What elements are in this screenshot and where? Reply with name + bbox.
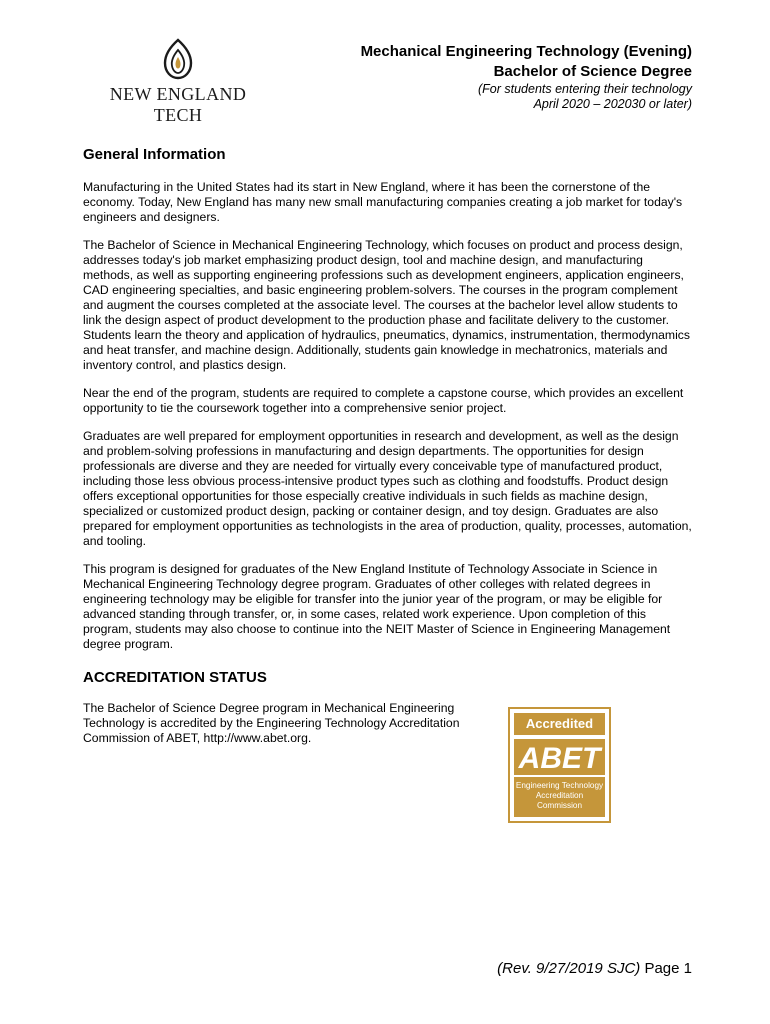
paragraph: Manufacturing in the United States had its start in New England, where it has been the cornerstone of the economy. Today, New England has many new small manufacturing companies creating a job market for today's engineers and designers. [83,180,683,224]
abet-logo [514,739,605,775]
accreditation-heading: ACCREDITATION STATUS [83,669,267,686]
entry-note-line2: April 2020 – 202030 or later) [533,97,692,111]
abet-wordmark: ABET [518,742,601,775]
neit-logo [88,38,268,125]
logo-text: NEW ENGLAND TECH [109,84,247,125]
badge-line: Engineering Technology [515,781,604,790]
degree-title: Bachelor of Science Degree [493,63,692,80]
paragraph: Graduates are well prepared for employment opportunities in research and development, as well as the design and problem-solving professions in manufacturing and design departments. The opportunities for design professionals are diverse and they are needed for virtually every conceivable type of manufactured product, including those less obvious process-intensive product types such as clothing and foodstuffs. Product design offers exceptional opportunities for those especially creative individuals in such fields as machine design, specialized or customized product design, packing or container design, and toy design. Graduates are also prepared for employment opportunities as technologists in the area of production, quality, processes, automation, and tooling. [83,429,692,548]
page-footer [497,960,692,977]
flame-shield-icon [162,38,194,80]
program-title: Mechanical Engineering Technology (Evening) [360,43,692,60]
page-number: Page 1 [644,960,692,977]
accreditation-text: The Bachelor of Science Degree program in Mechanical Engineering Technology is accredited by the Engineering Technology Accreditation Commission of ABET, http://www.abet.org. [83,701,460,745]
paragraph: The Bachelor of Science in Mechanical Engineering Technology, which focuses on product and process design, addresses today's job market emphasizing product design, tool and machine design, and manufacturing methods, as well as supporting engineering professions such as development engineers, application engineers, CAD engineering specialties, and basic engineering problem-solvers. The courses in the program complement and augment the courses completed at the associate level. The courses at the bachelor level allow students to link the design aspect of product development to the production phase and facilitate delivery to the customer. Students learn the theory and application of hydraulics, pneumatics, dynamics, instrumentation, thermodynamics and heat transfer, and machine design. Additionally, students gain knowledge in mechatronics, materials and inventory control, and plastics design. [83,238,690,372]
general-information-heading: General Information [83,146,226,163]
abet-badge [508,707,611,823]
badge-line: Accreditation [535,791,584,800]
paragraph: This program is designed for graduates of the New England Institute of Technology Associate in Science in Mechanical Engineering Technology degree program. Graduates of other colleges with related degrees in engineering technology may be eligible for transfer into the junior year of the program, or may be eligible for advanced standing through transfer, or, in some cases, related work experience. Upon completion of this program, students may also choose to continue into the NEIT Master of Science in Engineering Management degree program. [83,562,671,651]
badge-line: Commission [536,801,583,810]
content [83,145,693,746]
revision-note: (Rev. 9/27/2019 SJC) [497,960,641,977]
paragraph: Near the end of the program, students are required to complete a capstone course, which provides an excellent opportunity to tie the coursework together into a comprehensive senior project. [83,386,684,415]
title-block [272,42,692,112]
entry-note-line1: (For students entering their technology [477,82,692,96]
badge-accredited-label: Accredited [514,713,605,735]
badge-commission [514,777,605,817]
